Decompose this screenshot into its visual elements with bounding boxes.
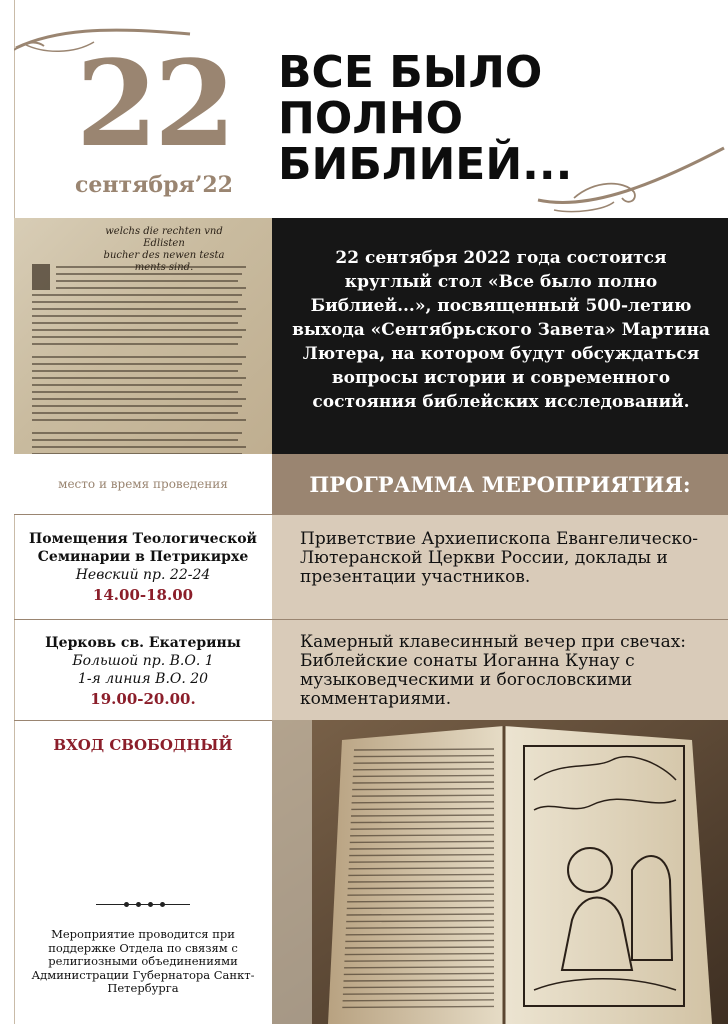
bible-text-line <box>347 907 494 908</box>
manuscript-initial-letter <box>32 264 50 290</box>
bible-text-line <box>353 769 494 770</box>
bible-text-line <box>343 987 494 988</box>
row-divider <box>14 619 728 620</box>
bible-text-line <box>347 901 494 902</box>
manuscript-line <box>56 287 246 289</box>
bible-text-line <box>345 954 494 955</box>
bible-text-line <box>346 934 494 935</box>
bible-text-line <box>345 947 494 948</box>
title-line: ВСЕ БЫЛО <box>278 47 543 98</box>
program-heading: ПРОГРАММА МЕРОПРИЯТИЯ: <box>272 454 728 514</box>
manuscript-line <box>32 446 246 448</box>
bible-text-line <box>344 980 495 981</box>
bible-text-line <box>343 993 494 994</box>
bible-text-line <box>354 749 494 750</box>
manuscript-line <box>32 301 238 303</box>
event-venue-1: Помещения Теологической Семинарии в Петрикирхе Невский пр. 22-24 14.00-18.00 <box>14 530 272 606</box>
bible-text-line <box>344 967 494 968</box>
title-line: БИБЛИЕЙ... <box>278 139 573 190</box>
bible-text-line <box>344 960 494 961</box>
event-program-1: Приветствие Архиепископа Евангелическо-Лютеранской Церкви России, доклады и презентации участников. <box>300 529 698 587</box>
free-entry-notice: ВХОД СВОБОДНЫЙ <box>53 736 233 754</box>
manuscript-line <box>32 329 246 331</box>
manuscript-line <box>32 370 238 372</box>
title-line: ПОЛНО <box>278 93 464 144</box>
manuscript-line <box>32 405 242 407</box>
bible-text-line <box>352 789 494 790</box>
bible-text-line <box>349 855 494 856</box>
event-month-year: сентября’22 <box>75 172 233 198</box>
manuscript-line <box>32 384 242 386</box>
announcement-text: 22 сентября 2022 года состоится круглый стол «Все было полно Библией...», посвященный 500-летию выхода «Сентябрьского Завета» Мартина Лютера, на котором будут обсуждаться вопросы истории и современного состояния библейских исследований. <box>292 248 710 412</box>
bible-text-line <box>353 782 495 783</box>
bible-text-line <box>350 848 495 849</box>
bible-text-line <box>353 775 494 776</box>
manuscript-line <box>32 343 238 345</box>
bible-text-line <box>351 822 494 823</box>
poster-title <box>278 47 618 190</box>
bible-text-line <box>352 802 494 803</box>
bible-text-line <box>348 881 494 882</box>
event-venue-2: Церковь св. Екатерины Большой пр. В.О. 1 1-я линия В.О. 20 19.00-20.00. <box>14 634 272 710</box>
manuscript-line <box>56 273 242 275</box>
bible-text-line <box>346 921 494 922</box>
open-bible-photo <box>272 720 728 1024</box>
dots-divider-icon <box>96 900 190 910</box>
support-notice: Мероприятие проводится при поддержке Отдела по связям с религиозными объединениями Администрации Губернатора Санкт-Петербурга <box>31 927 255 995</box>
event-day-number: 22 <box>75 34 233 173</box>
bible-text-line <box>350 835 494 836</box>
poster-header <box>14 0 728 218</box>
bible-text-line <box>349 868 494 869</box>
manuscript-line <box>32 322 238 324</box>
manuscript-line <box>32 377 246 379</box>
bible-text-line <box>351 815 494 816</box>
row-divider <box>14 514 728 515</box>
manuscript-line <box>32 356 246 358</box>
event-program-2: Камерный клавесинный вечер при свечах: Библейские сонаты Иоганна Кунау с музыковедческими и богословскими комментариями. <box>300 632 687 709</box>
location-time-label: место и время проведения <box>14 454 272 514</box>
bible-text-line <box>347 914 495 915</box>
manuscript-line <box>32 336 242 338</box>
manuscript-line <box>32 398 246 400</box>
open-bible-illustration <box>272 720 728 1024</box>
bible-text-line <box>348 888 494 889</box>
bible-text-line <box>353 762 494 763</box>
bible-text-line <box>349 861 494 862</box>
bible-text-line <box>344 973 494 974</box>
manuscript-line <box>56 280 238 282</box>
manuscript-line <box>32 419 246 421</box>
manuscript-page-image <box>14 218 272 454</box>
manuscript-line <box>32 439 238 441</box>
manuscript-line <box>32 315 242 317</box>
bible-text-line <box>347 894 494 895</box>
event-time: 14.00-18.00 <box>92 586 194 604</box>
manuscript-line <box>32 308 246 310</box>
bible-text-line <box>345 940 494 941</box>
manuscript-line <box>56 266 246 268</box>
manuscript-line <box>32 363 242 365</box>
bible-text-line <box>352 795 494 796</box>
event-time: 19.00-20.00. <box>90 690 196 708</box>
manuscript-line <box>32 412 238 414</box>
bible-text-line <box>343 1000 494 1001</box>
bible-text-line <box>350 841 494 842</box>
bible-text-line <box>351 808 494 809</box>
announcement-block <box>272 218 728 454</box>
manuscript-line <box>32 432 242 434</box>
bible-text-line <box>350 828 494 829</box>
manuscript-line <box>32 391 238 393</box>
bible-text-line <box>348 874 494 875</box>
bible-text-line <box>346 927 494 928</box>
bible-text-line <box>354 756 494 757</box>
bible-text-line <box>342 1006 494 1007</box>
manuscript-heading: welchs die rechten vnd Edlisten bucher des newen testa <box>103 226 225 261</box>
manuscript-line <box>32 294 242 296</box>
